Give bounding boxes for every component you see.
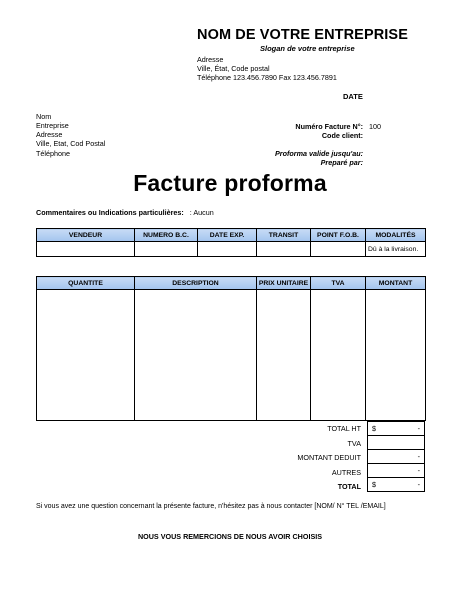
info-header-point-fob: POINT F.O.B. bbox=[311, 229, 366, 242]
info-cell-transit[interactable] bbox=[257, 242, 311, 257]
total-ht-amount: - bbox=[417, 424, 420, 433]
info-header-modalites: MODALITÉS bbox=[366, 229, 426, 242]
items-header-description: DESCRIPTION bbox=[135, 277, 257, 290]
client-address: Adresse bbox=[36, 130, 63, 139]
invoice-number-value: 100 bbox=[369, 122, 381, 131]
info-table-row bbox=[37, 242, 426, 257]
company-slogan: Slogan de votre entreprise bbox=[260, 44, 355, 53]
autres-amount: - bbox=[417, 466, 420, 475]
totals-row-montant-deduit bbox=[368, 450, 425, 464]
currency-symbol: $ bbox=[372, 424, 376, 433]
items-header-montant: MONTANT bbox=[366, 277, 426, 290]
totals-table bbox=[367, 421, 425, 492]
total-label: TOTAL bbox=[337, 482, 361, 491]
montant-deduit-label: MONTANT DEDUIT bbox=[297, 453, 361, 462]
info-header-date-exp: DATE EXP. bbox=[198, 229, 257, 242]
montant-deduit-amount: - bbox=[417, 452, 420, 461]
currency-symbol: $ bbox=[372, 480, 376, 489]
info-header-numero-bc: NUMERO B.C. bbox=[135, 229, 198, 242]
items-cell-tva[interactable] bbox=[311, 290, 366, 421]
client-city: Ville, Etat, Cod Postal bbox=[36, 139, 106, 148]
items-header-tva: TVA bbox=[311, 277, 366, 290]
montant-deduit-value[interactable] bbox=[368, 450, 425, 464]
totals-row-tva bbox=[368, 436, 425, 450]
date-label: DATE bbox=[343, 92, 363, 101]
comments-label: Commentaires ou Indications particulières: bbox=[36, 208, 184, 217]
info-header-transit: TRANSIT bbox=[257, 229, 311, 242]
info-cell-numero-bc[interactable] bbox=[135, 242, 198, 257]
totals-row-total-ht bbox=[368, 422, 425, 436]
valid-until-label: Proforma valide jusqu'au: bbox=[275, 149, 363, 158]
info-cell-date-exp[interactable] bbox=[198, 242, 257, 257]
invoice-number-label: Numéro Facture N°: bbox=[295, 122, 363, 131]
items-table-header-row bbox=[37, 277, 426, 290]
client-name: Nom bbox=[36, 112, 52, 121]
company-phone-fax: Téléphone 123.456.7890 Fax 123.456.7891 bbox=[197, 73, 337, 82]
client-phone: Téléphone bbox=[36, 149, 70, 158]
items-cell-montant[interactable] bbox=[366, 290, 426, 421]
company-city: Ville, État, Code postal bbox=[197, 64, 270, 73]
items-cell-description[interactable] bbox=[135, 290, 257, 421]
items-cell-prix-unitaire[interactable] bbox=[257, 290, 311, 421]
prepared-by-label: Preparé par: bbox=[320, 158, 363, 167]
company-address: Adresse bbox=[197, 55, 224, 64]
client-company: Entreprise bbox=[36, 121, 69, 130]
total-amount: - bbox=[417, 480, 420, 489]
comments-line bbox=[36, 208, 214, 217]
items-cell-quantite[interactable] bbox=[37, 290, 135, 421]
total-ht-value[interactable] bbox=[368, 422, 425, 436]
items-table bbox=[36, 276, 426, 421]
total-ht-label: TOTAL HT bbox=[327, 424, 361, 433]
autres-value[interactable] bbox=[368, 464, 425, 478]
comments-value: : Aucun bbox=[189, 208, 214, 217]
tva-value[interactable] bbox=[368, 436, 425, 450]
thanks-message: NOUS VOUS REMERCIONS DE NOUS AVOIR CHOISIS bbox=[137, 532, 323, 541]
company-name: NOM DE VOTRE ENTREPRISE bbox=[197, 27, 408, 43]
info-header-vendeur: VENDEUR bbox=[37, 229, 135, 242]
total-value[interactable] bbox=[368, 478, 425, 492]
totals-row-autres bbox=[368, 464, 425, 478]
items-header-quantite: QUANTITE bbox=[37, 277, 135, 290]
info-cell-modalites[interactable]: Dû à la livraison. bbox=[366, 242, 426, 257]
info-table-header-row bbox=[37, 229, 426, 242]
info-cell-vendeur[interactable] bbox=[37, 242, 135, 257]
items-header-prix-unitaire: PRIX UNITAIRE bbox=[257, 277, 311, 290]
contact-note: Si vous avez une question concernant la présente facture, n'hésitez pas à nous contacter [NOM/ N° TEL /EMAIL] bbox=[36, 503, 386, 510]
autres-label: AUTRES bbox=[331, 468, 361, 477]
document-title: Facture proforma bbox=[133, 170, 327, 196]
tva-label: TVA bbox=[347, 439, 361, 448]
info-cell-point-fob[interactable] bbox=[311, 242, 366, 257]
totals-row-total bbox=[368, 478, 425, 492]
items-table-body-row bbox=[37, 290, 426, 421]
info-table bbox=[36, 228, 426, 257]
client-code-label: Code client: bbox=[321, 131, 363, 140]
